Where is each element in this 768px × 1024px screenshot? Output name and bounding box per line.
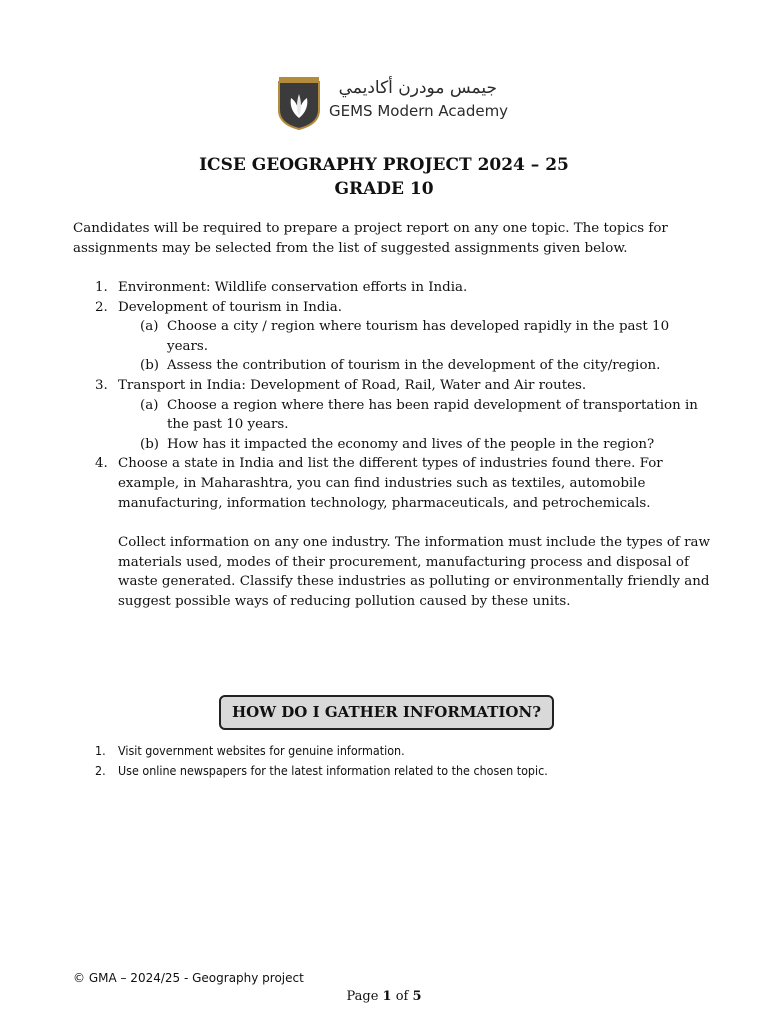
list-number: 1. <box>95 743 106 758</box>
gather-information-list <box>73 741 713 781</box>
subtopic-text: How has it impacted the economy and lives of the people in the region? <box>167 436 655 452</box>
topic-number: 1. <box>95 280 108 295</box>
gather-information-heading: HOW DO I GATHER INFORMATION? <box>219 695 554 730</box>
shield-crest-icon <box>277 76 321 130</box>
topic-number: 2. <box>95 299 108 315</box>
topic-list <box>73 278 713 612</box>
subtopic-item <box>118 396 713 435</box>
subtopic-label: (a) <box>140 319 159 335</box>
topic-text: Choose a state in India and list the different types of industries found there. For example, in Maharashtra, you can find industries such as textiles, automobile manufacturing, information technology, pharmaceuticals, and petrochemicals. <box>118 456 663 511</box>
intro-paragraph: Candidates will be required to prepare a project report on any one topic. The topics for assignments may be selected from the list of suggested assignments given below. <box>73 221 668 256</box>
list-item <box>73 761 713 781</box>
topic-item-4 <box>73 454 713 611</box>
list-number: 2. <box>95 763 106 778</box>
page-total: 5 <box>412 989 422 1004</box>
topic-item-1 <box>73 278 713 298</box>
school-logo <box>277 76 507 132</box>
subtopic-item <box>118 435 713 455</box>
topic-text: Transport in India: Development of Road, Rail, Water and Air routes. <box>118 377 587 393</box>
subtopic-label: (b) <box>140 358 160 374</box>
title-line-1: ICSE GEOGRAPHY PROJECT 2024 – 25 <box>199 155 569 175</box>
subtopic-label: (b) <box>140 436 160 452</box>
logo-arabic-name: جيمس مودرن أكاديمي <box>338 78 497 98</box>
subtopic-label: (a) <box>140 397 159 413</box>
page-of: of <box>395 989 409 1004</box>
list-text: Use online newspapers for the latest information related to the chosen topic. <box>118 763 548 778</box>
subtopic-item <box>118 356 713 376</box>
list-item <box>73 741 713 761</box>
logo-english-name: GEMS Modern Academy <box>329 102 509 120</box>
subtopic-text: Choose a region where there has been rapid development of transportation in the past 10 years. <box>167 397 698 433</box>
subtopic-text: Assess the contribution of tourism in the development of the city/region. <box>167 358 661 374</box>
subtopic-item <box>118 317 713 356</box>
footer-copyright: © GMA – 2024/25 - Geography project <box>73 971 304 985</box>
page-current: 1 <box>382 989 392 1004</box>
page-word: Page <box>346 989 379 1004</box>
topic-text: Environment: Wildlife conservation efforts in India. <box>118 280 468 295</box>
topic-text: Development of tourism in India. <box>118 299 342 315</box>
topic-item-3 <box>73 376 713 454</box>
subtopic-text: Choose a city / region where tourism has developed rapidly in the past 10 years. <box>167 319 670 354</box>
topic-paragraph: Collect information on any one industry. The information must include the types of raw materials used, modes of their procurement, manufacturing process and disposal of waste generated. Classify these industries as polluting or environmentally friendly and suggest possible ways of reducing pollution caused by these units. <box>118 535 710 609</box>
topic-number: 3. <box>95 377 108 393</box>
topic-item-2 <box>73 298 713 376</box>
page-title <box>0 153 768 201</box>
title-line-2: GRADE 10 <box>334 179 434 199</box>
page-number <box>0 989 768 1004</box>
topic-number: 4. <box>95 456 108 472</box>
list-text: Visit government websites for genuine information. <box>118 743 405 758</box>
